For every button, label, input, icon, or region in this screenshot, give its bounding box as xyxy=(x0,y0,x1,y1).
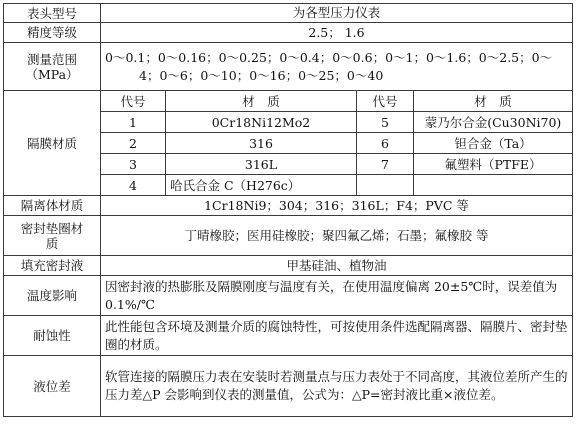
row-header-model xyxy=(4,4,573,23)
row-diaphragm xyxy=(4,91,573,196)
diaphragm-material-a: 316 xyxy=(166,133,357,154)
diaphragm-code-a: 4 xyxy=(101,175,166,196)
diaphragm-material-a: 0Cr18Ni12Mo2 xyxy=(166,112,357,133)
diaphragm-cell xyxy=(101,91,573,196)
diaphragm-material-a: 316L xyxy=(166,154,357,175)
label-diaphragm: 隔膜材质 xyxy=(4,91,101,196)
row-range xyxy=(4,43,573,91)
row-fill xyxy=(4,256,573,276)
row-level xyxy=(4,356,573,417)
diaphragm-row xyxy=(101,154,572,175)
diaphragm-material-b xyxy=(414,175,573,196)
value-accuracy: 2.5； 1.6 xyxy=(101,23,573,43)
value-range-line1: 0～0.1；0～0.16；0～0.25；0～0.4；0～0.6；0～1；0～1.6；0～2.5；0～ xyxy=(105,49,553,65)
label-range-line2: （MPa） xyxy=(25,66,79,82)
row-seal xyxy=(4,216,573,256)
value-corrosion: 此性能包含环境及测量介质的腐蚀特性，可按使用条件选配隔离器、隔膜片、密封垫圈的材质。 xyxy=(101,316,573,356)
label-temperature: 温度影响 xyxy=(4,276,101,316)
value-isolator: 1Cr18Ni9；304；316；316L；F4；PVC 等 xyxy=(101,196,573,216)
value-seal: 丁晴橡胶；医用硅橡胶；聚四氟乙烯；石墨；氟橡胶 等 xyxy=(101,216,573,256)
diaphragm-code-a: 3 xyxy=(101,154,166,175)
label-seal-line1: 密封垫圈材 xyxy=(20,220,84,236)
diaphragm-row xyxy=(101,175,572,196)
row-isolator xyxy=(4,196,573,216)
label-accuracy: 精度等级 xyxy=(4,23,101,43)
spec-page xyxy=(3,3,573,434)
diaphragm-material-a: 哈氏合金 C（H276c） xyxy=(166,175,357,196)
diaphragm-code-b: 7 xyxy=(357,154,414,175)
value-fill: 甲基硅油、植物油 xyxy=(101,256,573,276)
diaphragm-row xyxy=(101,112,572,133)
label-header-model: 表头型号 xyxy=(4,4,101,23)
label-range xyxy=(4,43,101,91)
value-header-model: 为各型压力仪表 xyxy=(101,4,573,23)
row-temperature xyxy=(4,276,573,316)
diaphragm-material-b: 蒙乃尔合金(Cu30Ni70) xyxy=(414,112,573,133)
label-seal xyxy=(4,216,101,256)
diaphragm-code-a: 2 xyxy=(101,133,166,154)
value-temperature: 因密封液的热膨胀及隔膜刚度与温度有关，在使用温度偏离 20±5℃时，误差值为 0.1%/℃ xyxy=(101,276,573,316)
value-range xyxy=(101,43,573,91)
label-level: 液位差 xyxy=(4,356,101,417)
diaphragm-material-b: 氟塑料（PTFE） xyxy=(414,154,573,175)
diaphragm-header-material-b: 材 质 xyxy=(414,91,573,112)
diaphragm-header-row xyxy=(101,91,572,112)
diaphragm-header-material-a: 材 质 xyxy=(166,91,357,112)
diaphragm-code-a: 1 xyxy=(101,112,166,133)
label-corrosion: 耐蚀性 xyxy=(4,316,101,356)
diaphragm-code-b xyxy=(357,175,414,196)
value-level: 软管连接的隔膜压力表在安装时若测量点与压力表处于不同高度，其液位差所产生的压力差△P 会影响到仪表的测量值，公式为：△P=密封液比重×液位差。 xyxy=(101,356,573,417)
label-seal-line2: 质 xyxy=(45,235,59,251)
diaphragm-code-b: 6 xyxy=(357,133,414,154)
label-fill: 填充密封液 xyxy=(4,256,101,276)
row-accuracy xyxy=(4,23,573,43)
diaphragm-header-code-b: 代号 xyxy=(357,91,414,112)
label-isolator: 隔离体材质 xyxy=(4,196,101,216)
diaphragm-header-code-a: 代号 xyxy=(101,91,166,112)
diaphragm-row xyxy=(101,133,572,154)
label-range-line1: 测量范围 xyxy=(26,51,77,67)
row-corrosion xyxy=(4,316,573,356)
spec-table xyxy=(3,3,573,417)
diaphragm-table xyxy=(101,91,572,195)
diaphragm-material-b: 钽合金（Ta） xyxy=(414,133,573,154)
value-range-line2: 4；0～6；0～10；0～16；0～25；0～40 xyxy=(139,67,384,83)
diaphragm-code-b: 5 xyxy=(357,112,414,133)
